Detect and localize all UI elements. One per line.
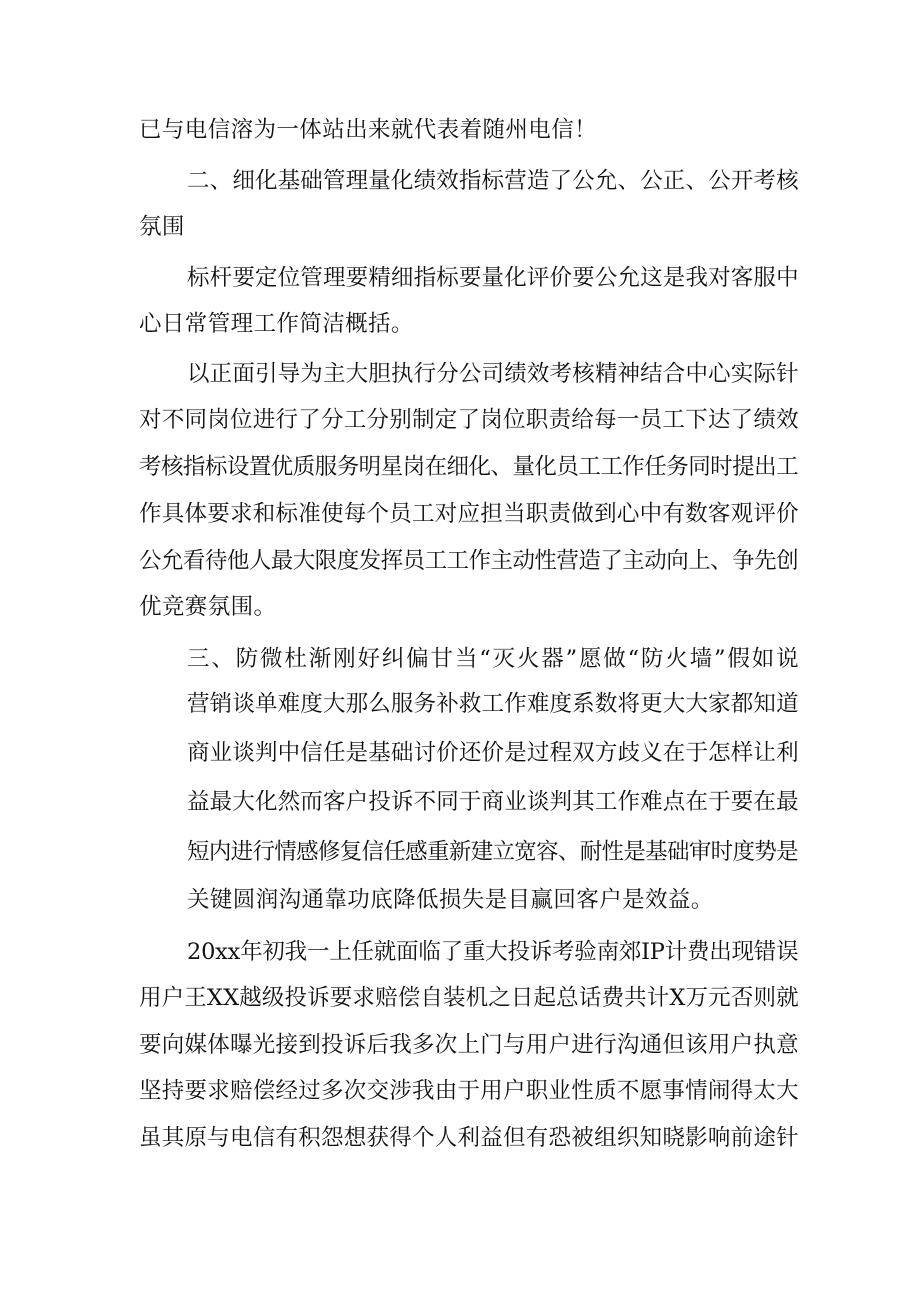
text-line: 心日常管理工作简洁概括。	[139, 311, 414, 337]
text-line: 以正面引导为主大胆执行分公司绩效考核精神结合中心实际针	[187, 361, 799, 387]
text-line: 优竞赛氛围。	[139, 594, 277, 620]
text-line: 对不同岗位进行了分工分别制定了岗位职责给每一员工下达了绩效	[139, 407, 799, 433]
text-line: 作具体要求和标准使每个员工对应担当职责做到心中有数客观评价	[139, 501, 799, 527]
text-line: 关键圆润沟通靠功底降低损失是目赢回客户是效益。	[187, 887, 714, 913]
section-heading: 二、细化基础管理量化绩效指标营造了公允、公正、公开考核	[187, 168, 799, 194]
text-line: 短内进行情感修复信任感重新建立宽容、耐性是基础审时度势是	[187, 839, 798, 865]
text-line: 已与电信溶为一体站出来就代表着随州电信！	[139, 117, 598, 143]
text-line: 益最大化然而客户投诉不同于商业谈判其工作难点在于要在最	[187, 789, 799, 815]
text-line: 商业谈判中信任是基础讨价还价是过程双方歧义在于怎样让利	[187, 740, 799, 766]
text-line: 虽其原与电信有积怨想获得个人利益但有恐被组织知晓影响前途针	[139, 1125, 799, 1151]
text-line: 公允看待他人最大限度发挥员工工作主动性营造了主动向上、争先创	[139, 548, 799, 574]
section-heading: 三、防微杜渐刚好纠偏甘当“灭火器”愿做“防火墙”假如说	[187, 646, 801, 672]
text-line: 要向媒体曝光接到投诉后我多次上门与用户进行沟通但该用户执意	[139, 1032, 799, 1058]
text-line: 标杆要定位管理要精细指标要量化评价要公允这是我对客服中	[187, 265, 799, 291]
text-line: 坚持要求赔偿经过多次交涉我由于用户职业性质不愿事情闹得太大	[139, 1078, 799, 1104]
text-line: 考核指标设置优质服务明星岗在细化、量化员工工作任务同时提出工	[139, 454, 799, 480]
text-line: 20xx年初我一上任就面临了重大投诉考验南郊IP计费出现错误	[187, 939, 799, 965]
section-heading-continuation: 氛围	[139, 214, 185, 240]
text-line: 营销谈单难度大那么服务补救工作难度系数将更大大家都知道	[187, 691, 799, 717]
text-line: 用户王XX越级投诉要求赔偿自装机之日起总话费共计X万元否则就	[139, 985, 799, 1011]
